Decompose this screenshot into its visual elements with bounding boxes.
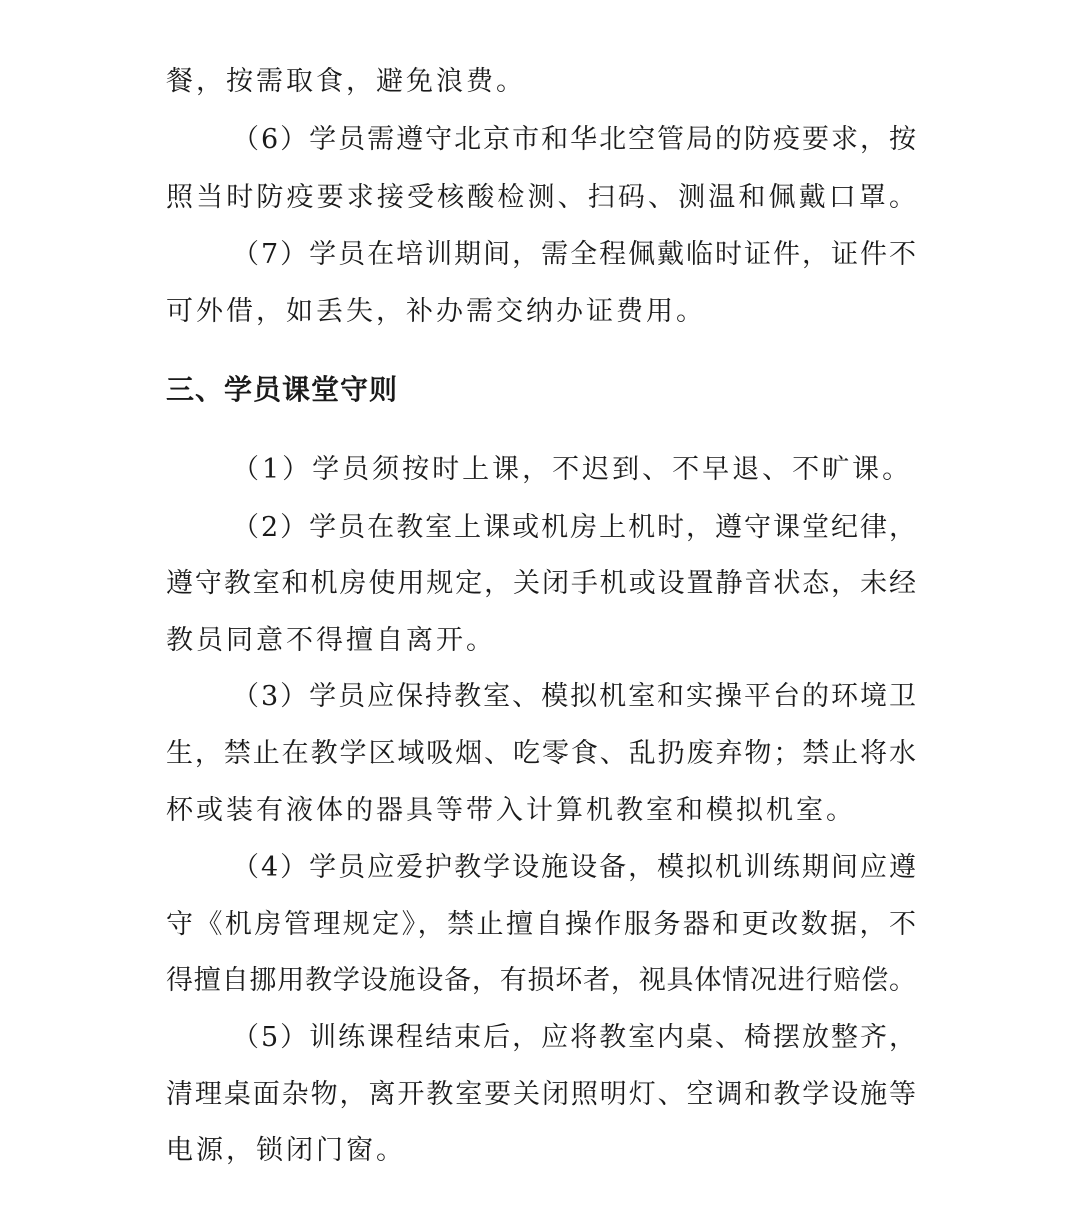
text-line: 教员同意不得擅自离开。 (166, 625, 496, 656)
text-line: （6）学员需遵守北京市和华北空管局的防疫要求，按 (232, 124, 916, 155)
text-line: 遵守教室和机房使用规定，关闭手机或设置静音状态，未经 (166, 568, 916, 599)
text-line: （1）学员须按时上课，不迟到、不早退、不旷课。 (232, 454, 913, 485)
text-line: 杯或装有液体的器具等带入计算机教室和模拟机室。 (166, 795, 856, 826)
section-heading: 三、学员课堂守则 (166, 373, 399, 406)
text-line: 清理桌面杂物，离开教室要关闭照明灯、空调和教学设施等 (166, 1079, 916, 1110)
text-line: （3）学员应保持教室、模拟机室和实操平台的环境卫 (232, 681, 916, 712)
text-line: （7）学员在培训期间，需全程佩戴临时证件，证件不 (232, 239, 916, 270)
text-line: 餐，按需取食，避免浪费。 (166, 66, 526, 97)
text-line: 照当时防疫要求接受核酸检测、扫码、测温和佩戴口罩。 (166, 182, 916, 213)
text-line: （4）学员应爱护教学设施设备，模拟机训练期间应遵 (232, 852, 916, 883)
text-line: 得擅自挪用教学设施设备，有损坏者，视具体情况进行赔偿。 (166, 965, 916, 996)
text-line: 可外借，如丢失，补办需交纳办证费用。 (166, 296, 706, 327)
text-line: 守《机房管理规定》，禁止擅自操作服务器和更改数据，不 (166, 909, 916, 940)
text-line: 生，禁止在教学区域吸烟、吃零食、乱扔废弃物；禁止将水 (166, 738, 916, 769)
text-line: 电源，锁闭门窗。 (166, 1135, 406, 1166)
text-line: （2）学员在教室上课或机房上机时，遵守课堂纪律， (232, 512, 916, 543)
text-line: （5）训练课程结束后，应将教室内桌、椅摆放整齐， (232, 1022, 916, 1053)
